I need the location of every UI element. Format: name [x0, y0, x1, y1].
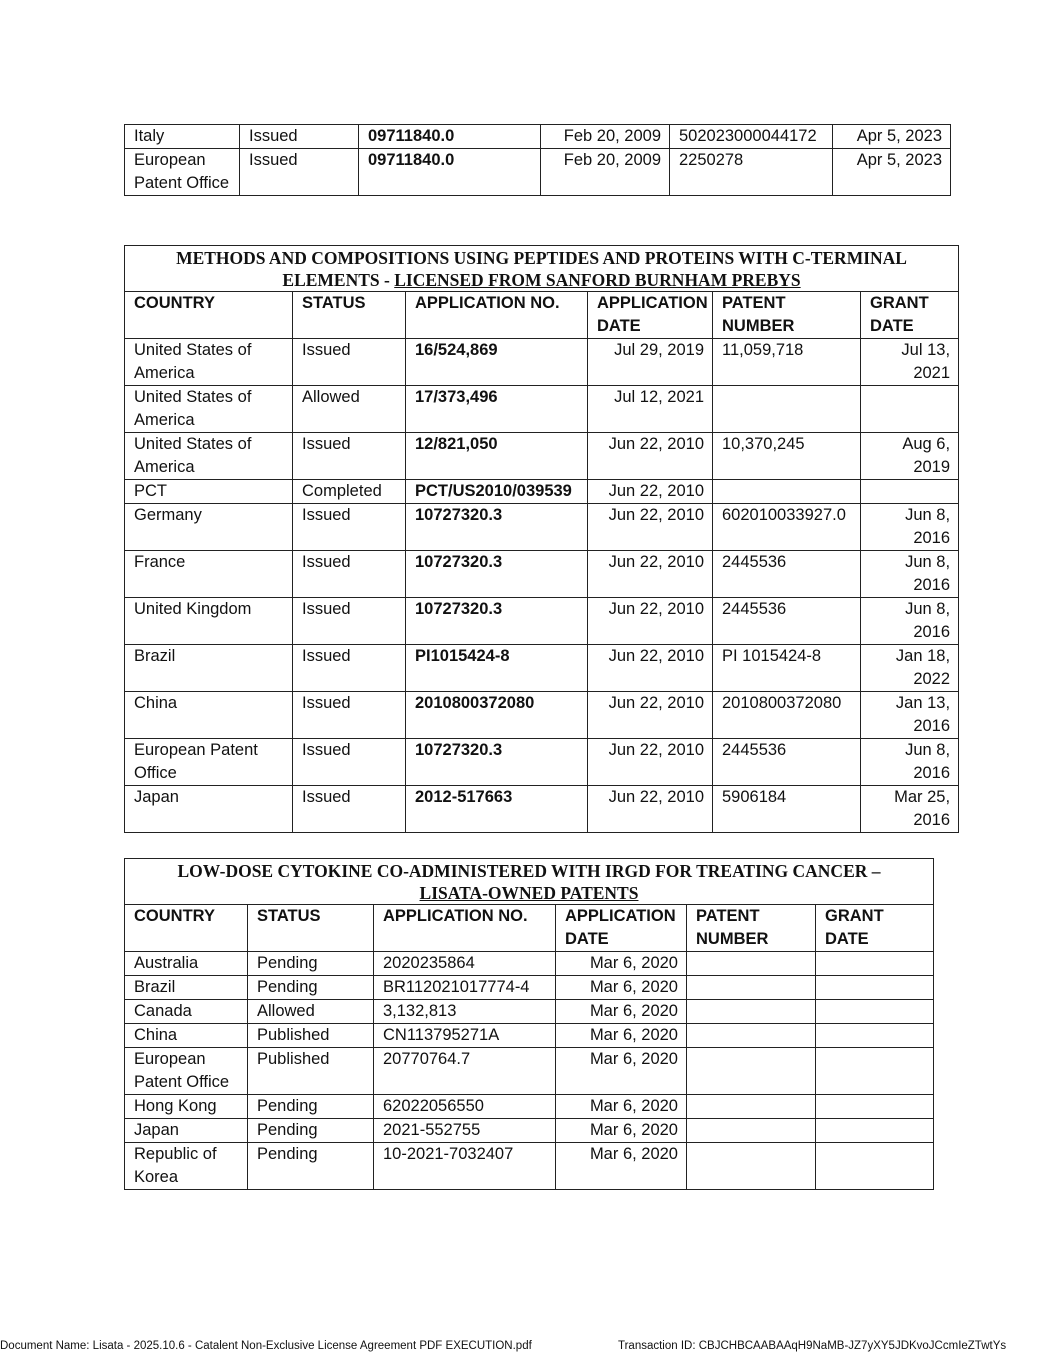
cell-status: Issued: [293, 433, 406, 480]
column-header-patent-number: PATENT NUMBER: [713, 292, 861, 339]
cell-patent-number: 2445536: [713, 598, 861, 645]
cell-status: Published: [248, 1048, 374, 1095]
table-row: [125, 125, 951, 149]
cell-application-no: 17/373,496: [406, 386, 588, 433]
table-row: [125, 480, 959, 504]
cell-grant-date: Jun 8, 2016: [861, 739, 959, 786]
cell-application-date: Jun 22, 2010: [588, 504, 713, 551]
patent-table-c-terminal-elements: [124, 245, 959, 833]
cell-application-no: 62022056550: [374, 1095, 556, 1119]
cell-country: PCT: [125, 480, 293, 504]
table-row: [125, 1119, 934, 1143]
cell-grant-date: [816, 1143, 934, 1190]
cell-status: Pending: [248, 976, 374, 1000]
column-header-country: COUNTRY: [125, 905, 248, 952]
table-body: [125, 125, 951, 196]
cell-country: China: [125, 692, 293, 739]
cell-country: Germany: [125, 504, 293, 551]
table-header-row: [125, 905, 934, 952]
cell-country: United Kingdom: [125, 598, 293, 645]
column-header-status: STATUS: [293, 292, 406, 339]
cell-country: Japan: [125, 786, 293, 833]
cell-application-date: Mar 6, 2020: [556, 1119, 687, 1143]
column-header-application-date: APPLICATION DATE: [588, 292, 713, 339]
cell-patent-number: [687, 1000, 816, 1024]
table-title-row: [125, 246, 959, 292]
cell-status: Pending: [248, 1143, 374, 1190]
cell-patent-number: 2010800372080: [713, 692, 861, 739]
cell-application-date: Jun 22, 2010: [588, 480, 713, 504]
table-row: [125, 692, 959, 739]
cell-patent-number: [687, 976, 816, 1000]
cell-application-date: Mar 6, 2020: [556, 1024, 687, 1048]
cell-status: Issued: [293, 739, 406, 786]
cell-patent-number: [687, 1143, 816, 1190]
cell-application-no: 3,132,813: [374, 1000, 556, 1024]
cell-application-no: 2010800372080: [406, 692, 588, 739]
table-row: [125, 504, 959, 551]
cell-application-no: 2012-517663: [406, 786, 588, 833]
cell-application-no: 09711840.0: [359, 125, 541, 149]
table-row: [125, 952, 934, 976]
column-header-status: STATUS: [248, 905, 374, 952]
cell-status: Allowed: [248, 1000, 374, 1024]
cell-application-date: Mar 6, 2020: [556, 1048, 687, 1095]
table-body: [125, 339, 959, 833]
table-row: [125, 386, 959, 433]
cell-application-date: Jun 22, 2010: [588, 598, 713, 645]
table-row: [125, 339, 959, 386]
table-row: [125, 433, 959, 480]
cell-grant-date: [816, 1048, 934, 1095]
table-title-line1: LOW-DOSE CYTOKINE CO-ADMINISTERED WITH IRGD FOR TREATING CANCER –: [177, 861, 881, 881]
cell-country: Republic of Korea: [125, 1143, 248, 1190]
table-row: [125, 551, 959, 598]
cell-application-date: Mar 6, 2020: [556, 952, 687, 976]
column-header-application-no: APPLICATION NO.: [406, 292, 588, 339]
cell-patent-number: 10,370,245: [713, 433, 861, 480]
cell-patent-number: 2250278: [670, 149, 833, 196]
cell-grant-date: Apr 5, 2023: [833, 125, 951, 149]
table-row: [125, 598, 959, 645]
cell-country: Italy: [125, 125, 240, 149]
cell-country: France: [125, 551, 293, 598]
table-title-line2-owner: LISATA-OWNED PATENTS: [419, 883, 639, 903]
cell-application-no: 12/821,050: [406, 433, 588, 480]
cell-patent-number: PI 1015424-8: [713, 645, 861, 692]
cell-country: Brazil: [125, 645, 293, 692]
cell-application-date: Jun 22, 2010: [588, 433, 713, 480]
cell-grant-date: Jan 13, 2016: [861, 692, 959, 739]
cell-patent-number: [687, 1119, 816, 1143]
table-row: [125, 786, 959, 833]
cell-grant-date: Jan 18, 2022: [861, 645, 959, 692]
cell-grant-date: Jun 8, 2016: [861, 598, 959, 645]
cell-patent-number: [713, 480, 861, 504]
cell-status: Allowed: [293, 386, 406, 433]
cell-grant-date: Apr 5, 2023: [833, 149, 951, 196]
patent-table-low-dose-cytokine: [124, 858, 934, 1190]
cell-patent-number: [713, 386, 861, 433]
table-title: [125, 859, 934, 905]
cell-country: United States of America: [125, 339, 293, 386]
cell-country: United States of America: [125, 433, 293, 480]
table-title: [125, 246, 959, 292]
cell-country: Canada: [125, 1000, 248, 1024]
cell-grant-date: [816, 1000, 934, 1024]
cell-application-date: Mar 6, 2020: [556, 1000, 687, 1024]
table-row: [125, 645, 959, 692]
cell-application-date: Jun 22, 2010: [588, 739, 713, 786]
footer-document-name: Document Name: Lisata - 2025.10.6 - Catalent Non-Exclusive License Agreement PDF EXECUTION.pdf: [0, 1340, 532, 1352]
cell-status: Completed: [293, 480, 406, 504]
table-row: [125, 1048, 934, 1095]
cell-country: United States of America: [125, 386, 293, 433]
footer-transaction-id: Transaction ID: CBJCHBCAABAAqH9NaMB-JZ7yXY5JDKvoJCcmIeZTwtYs: [618, 1340, 1007, 1352]
cell-status: Issued: [293, 598, 406, 645]
cell-patent-number: 11,059,718: [713, 339, 861, 386]
cell-country: China: [125, 1024, 248, 1048]
cell-patent-number: 2445536: [713, 551, 861, 598]
cell-country: Japan: [125, 1119, 248, 1143]
cell-country: Hong Kong: [125, 1095, 248, 1119]
cell-grant-date: [861, 480, 959, 504]
cell-grant-date: [816, 952, 934, 976]
cell-status: Pending: [248, 1095, 374, 1119]
cell-country: European Patent Office: [125, 1048, 248, 1095]
cell-grant-date: Aug 6, 2019: [861, 433, 959, 480]
cell-status: Issued: [293, 786, 406, 833]
column-header-application-no: APPLICATION NO.: [374, 905, 556, 952]
cell-application-no: 10727320.3: [406, 504, 588, 551]
cell-application-date: Feb 20, 2009: [541, 149, 670, 196]
cell-status: Pending: [248, 952, 374, 976]
table-row: [125, 1095, 934, 1119]
cell-application-no: PCT/US2010/039539: [406, 480, 588, 504]
cell-application-date: Jun 22, 2010: [588, 786, 713, 833]
cell-grant-date: [816, 1095, 934, 1119]
cell-patent-number: [687, 1048, 816, 1095]
cell-application-date: Jul 29, 2019: [588, 339, 713, 386]
cell-status: Issued: [293, 504, 406, 551]
cell-grant-date: Jul 13, 2021: [861, 339, 959, 386]
cell-status: Issued: [240, 125, 359, 149]
cell-status: Issued: [293, 339, 406, 386]
column-header-country: COUNTRY: [125, 292, 293, 339]
cell-patent-number: 602010033927.0: [713, 504, 861, 551]
cell-application-date: Mar 6, 2020: [556, 1095, 687, 1119]
cell-status: Issued: [240, 149, 359, 196]
cell-application-no: 10727320.3: [406, 598, 588, 645]
cell-patent-number: [687, 1095, 816, 1119]
cell-application-no: 10-2021-7032407: [374, 1143, 556, 1190]
column-header-patent-number: PATENT NUMBER: [687, 905, 816, 952]
cell-application-date: Mar 6, 2020: [556, 976, 687, 1000]
cell-application-no: 2020235864: [374, 952, 556, 976]
column-header-application-date: APPLICATION DATE: [556, 905, 687, 952]
cell-application-no: PI1015424-8: [406, 645, 588, 692]
cell-grant-date: [816, 1024, 934, 1048]
cell-application-no: 09711840.0: [359, 149, 541, 196]
table-body: [125, 952, 934, 1190]
cell-application-no: 16/524,869: [406, 339, 588, 386]
table-row: [125, 976, 934, 1000]
cell-grant-date: [816, 976, 934, 1000]
table-row: [125, 149, 951, 196]
cell-grant-date: Jun 8, 2016: [861, 551, 959, 598]
cell-status: Issued: [293, 692, 406, 739]
table-title-line2-prefix: ELEMENTS -: [282, 270, 395, 290]
cell-grant-date: Jun 8, 2016: [861, 504, 959, 551]
table-title-line1: METHODS AND COMPOSITIONS USING PEPTIDES AND PROTEINS WITH C-TERMINAL: [176, 248, 907, 268]
cell-patent-number: 502023000044172: [670, 125, 833, 149]
cell-status: Published: [248, 1024, 374, 1048]
table-row: [125, 1024, 934, 1048]
cell-country: European Patent Office: [125, 149, 240, 196]
cell-country: Australia: [125, 952, 248, 976]
cell-application-date: Jun 22, 2010: [588, 645, 713, 692]
cell-grant-date: Mar 25, 2016: [861, 786, 959, 833]
cell-patent-number: 2445536: [713, 739, 861, 786]
cell-application-date: Jun 22, 2010: [588, 692, 713, 739]
cell-application-no: 10727320.3: [406, 551, 588, 598]
cell-application-date: Jun 22, 2010: [588, 551, 713, 598]
cell-application-no: 20770764.7: [374, 1048, 556, 1095]
cell-application-date: Jul 12, 2021: [588, 386, 713, 433]
patent-table-continued: [124, 124, 951, 196]
table-row: [125, 1000, 934, 1024]
cell-status: Issued: [293, 645, 406, 692]
cell-country: Brazil: [125, 976, 248, 1000]
cell-status: Pending: [248, 1119, 374, 1143]
cell-grant-date: [816, 1119, 934, 1143]
cell-application-no: 10727320.3: [406, 739, 588, 786]
table-row: [125, 1143, 934, 1190]
table-row: [125, 739, 959, 786]
cell-application-no: 2021-552755: [374, 1119, 556, 1143]
table-header-row: [125, 292, 959, 339]
table-title-row: [125, 859, 934, 905]
column-header-grant-date: GRANT DATE: [861, 292, 959, 339]
cell-country: European Patent Office: [125, 739, 293, 786]
cell-application-no: BR112021017774-4: [374, 976, 556, 1000]
cell-application-date: Feb 20, 2009: [541, 125, 670, 149]
table-title-line2-licensor: LICENSED FROM SANFORD BURNHAM PREBYS: [394, 270, 801, 290]
cell-status: Issued: [293, 551, 406, 598]
cell-patent-number: [687, 1024, 816, 1048]
cell-grant-date: [861, 386, 959, 433]
cell-application-no: CN113795271A: [374, 1024, 556, 1048]
column-header-grant-date: GRANT DATE: [816, 905, 934, 952]
cell-patent-number: 5906184: [713, 786, 861, 833]
cell-application-date: Mar 6, 2020: [556, 1143, 687, 1190]
cell-patent-number: [687, 952, 816, 976]
